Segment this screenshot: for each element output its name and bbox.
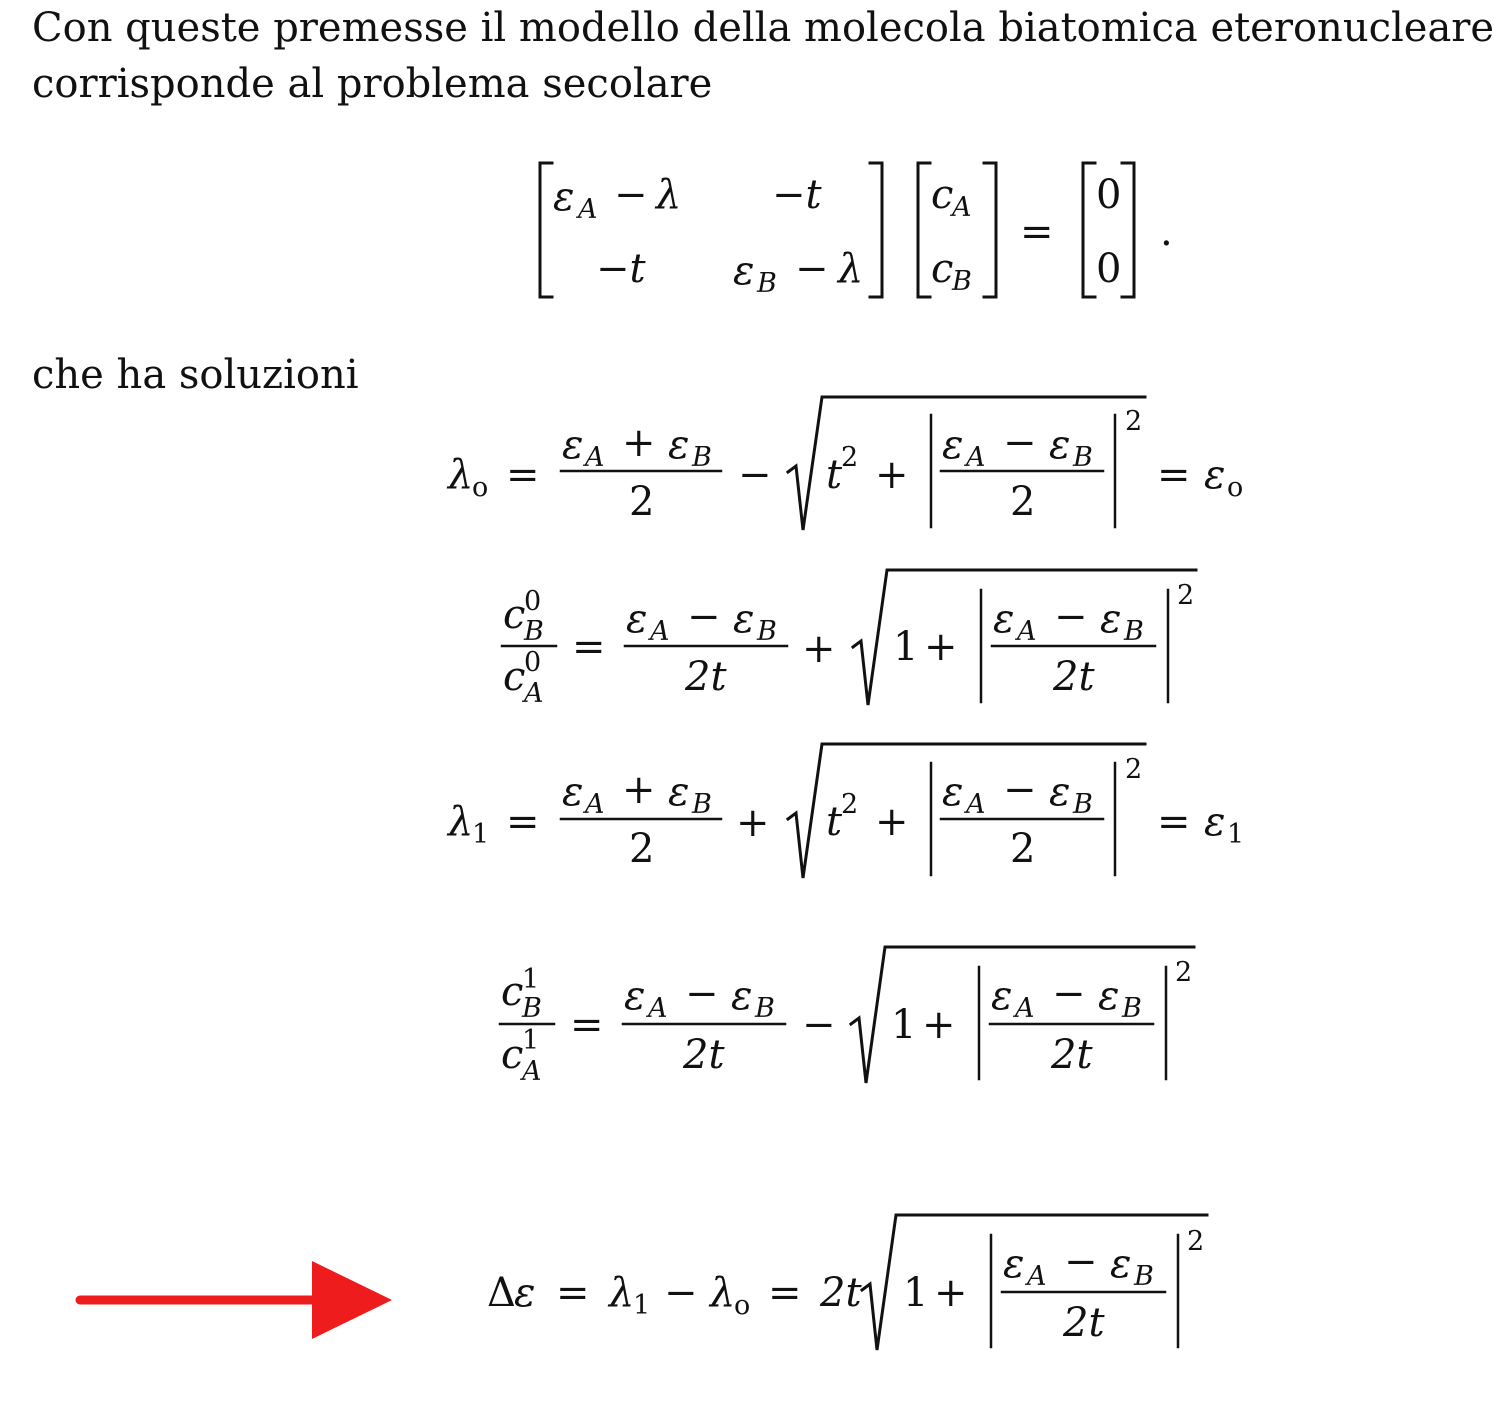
r1-sup-bot: 1 bbox=[522, 1025, 540, 1056]
r1-plus2: + bbox=[922, 1002, 956, 1048]
l1-plus2: + bbox=[875, 799, 909, 845]
r1-num-eps1: ε bbox=[624, 973, 646, 1019]
m22-B: B bbox=[757, 268, 777, 299]
d-Delta: Δ bbox=[487, 1270, 516, 1316]
r1-in-B: B bbox=[1122, 993, 1142, 1024]
l0-lambda: λ bbox=[448, 452, 474, 498]
l0-in-eps2: ε bbox=[1049, 422, 1071, 468]
r0-num-minus: − bbox=[687, 594, 721, 640]
l0-minus: − bbox=[738, 452, 772, 498]
l0-sub: o bbox=[472, 472, 489, 503]
r0-plus2: + bbox=[924, 624, 958, 670]
r1-in-A: A bbox=[1015, 993, 1035, 1024]
vec-cA-A: A bbox=[952, 192, 972, 223]
r1-c-top: c bbox=[501, 969, 524, 1015]
l1-in-A: A bbox=[966, 789, 986, 820]
r0-in-eps1: ε bbox=[993, 596, 1015, 642]
l1-num-plus: + bbox=[622, 767, 656, 813]
l0-num-B: B bbox=[692, 442, 712, 473]
l1-t-exp: 2 bbox=[841, 789, 859, 820]
l0-eps-result: ε bbox=[1204, 452, 1226, 498]
l1-num-eps2: ε bbox=[668, 769, 690, 815]
r0-den: 2t bbox=[685, 654, 727, 700]
r0-num-A: A bbox=[650, 616, 670, 647]
matrix-equals: = bbox=[1020, 209, 1054, 255]
d-in-eps1: ε bbox=[1003, 1241, 1025, 1287]
l0-num-eps2: ε bbox=[668, 422, 690, 468]
d-eq2: = bbox=[768, 1270, 802, 1316]
r1-in-eps1: ε bbox=[991, 973, 1013, 1019]
r1-B: B bbox=[522, 993, 542, 1024]
r1-in-eps2: ε bbox=[1098, 973, 1120, 1019]
l1-eq2: = bbox=[1157, 799, 1191, 845]
l0-plus2: + bbox=[875, 452, 909, 498]
l0-abs-exp: 2 bbox=[1125, 406, 1143, 437]
l1-in-eps2: ε bbox=[1049, 769, 1071, 815]
l1-in-B: B bbox=[1073, 789, 1093, 820]
m11-lambda: λ bbox=[656, 172, 682, 218]
m22-eps: ε bbox=[733, 248, 755, 294]
m11-A: A bbox=[578, 194, 598, 225]
l1-abs-exp: 2 bbox=[1125, 754, 1143, 785]
r1-minus: − bbox=[802, 1002, 836, 1048]
l1-plus: + bbox=[736, 800, 770, 846]
d-in-eps2: ε bbox=[1110, 1241, 1132, 1287]
d-eps: ε bbox=[514, 1270, 536, 1316]
d-lambda0-sub: o bbox=[734, 1290, 751, 1321]
vec-cB-B: B bbox=[952, 266, 972, 297]
d-abs-exp: 2 bbox=[1187, 1226, 1205, 1257]
r1-in-den: 2t bbox=[1051, 1032, 1093, 1078]
r0-B: B bbox=[524, 616, 544, 647]
r1-c-bot: c bbox=[501, 1032, 524, 1078]
r1-one: 1 bbox=[891, 1002, 917, 1048]
r1-A: A bbox=[522, 1056, 542, 1087]
r0-plus: + bbox=[802, 626, 836, 672]
zero-top: 0 bbox=[1096, 172, 1122, 218]
r0-abs-exp: 2 bbox=[1177, 580, 1195, 611]
r0-c-top: c bbox=[503, 592, 526, 638]
m11-minus: − bbox=[614, 172, 648, 218]
l0-eps-sub: o bbox=[1227, 472, 1244, 503]
r1-in-minus: − bbox=[1052, 971, 1086, 1017]
l1-num-B: B bbox=[692, 789, 712, 820]
r1-num-minus: − bbox=[685, 971, 719, 1017]
d-2t: 2t bbox=[820, 1270, 862, 1316]
l1-eq: = bbox=[506, 799, 540, 845]
l0-t-exp: 2 bbox=[841, 442, 859, 473]
l1-lambda: λ bbox=[448, 799, 474, 845]
d-plus: + bbox=[934, 1270, 968, 1316]
zero-bottom: 0 bbox=[1096, 246, 1122, 292]
r0-in-minus: − bbox=[1054, 594, 1088, 640]
l0-num-A: A bbox=[585, 442, 605, 473]
d-in-den: 2t bbox=[1063, 1300, 1105, 1346]
matrix-period: . bbox=[1160, 209, 1173, 255]
d-one: 1 bbox=[903, 1270, 929, 1316]
l0-in-den: 2 bbox=[1010, 479, 1036, 525]
r0-in-A: A bbox=[1017, 616, 1037, 647]
l0-in-eps1: ε bbox=[942, 422, 964, 468]
vec-cA-c: c bbox=[931, 172, 954, 218]
d-lambda1: λ bbox=[609, 1270, 635, 1316]
l1-num-A: A bbox=[585, 789, 605, 820]
d-in-A: A bbox=[1027, 1261, 1047, 1292]
l0-eq: = bbox=[506, 452, 540, 498]
l0-t: t bbox=[826, 452, 843, 498]
m22-minus: − bbox=[795, 246, 829, 292]
r0-c-bot: c bbox=[503, 654, 526, 700]
d-lambda1-sub: 1 bbox=[633, 1290, 651, 1321]
l1-in-den: 2 bbox=[1010, 826, 1036, 872]
solutions-intro-text: che ha soluzioni bbox=[32, 352, 359, 398]
r1-num-eps2: ε bbox=[731, 973, 753, 1019]
r0-sup-top: 0 bbox=[524, 586, 542, 617]
r0-num-eps2: ε bbox=[733, 596, 755, 642]
l0-num-plus: + bbox=[622, 420, 656, 466]
d-eq1: = bbox=[556, 1270, 590, 1316]
r1-abs-exp: 2 bbox=[1175, 957, 1193, 988]
r0-num-eps1: ε bbox=[626, 596, 648, 642]
l1-eps-result: ε bbox=[1204, 799, 1226, 845]
l0-in-A: A bbox=[966, 442, 986, 473]
d-in-B: B bbox=[1134, 1261, 1154, 1292]
r1-eq: = bbox=[570, 1002, 604, 1048]
l0-in-minus: − bbox=[1003, 420, 1037, 466]
l0-den: 2 bbox=[629, 479, 655, 525]
r0-in-den: 2t bbox=[1053, 654, 1095, 700]
r0-in-B: B bbox=[1124, 616, 1144, 647]
vec-cB-c: c bbox=[931, 246, 954, 292]
l1-sub: 1 bbox=[472, 819, 490, 850]
m21: −t bbox=[596, 246, 646, 292]
d-in-minus: − bbox=[1064, 1239, 1098, 1285]
r1-num-B: B bbox=[755, 993, 775, 1024]
r1-den: 2t bbox=[683, 1032, 725, 1078]
m12: −t bbox=[772, 172, 822, 218]
r0-sup-bot: 0 bbox=[524, 647, 542, 678]
d-minus: − bbox=[664, 1270, 698, 1316]
l1-in-eps1: ε bbox=[942, 769, 964, 815]
r0-one: 1 bbox=[893, 624, 919, 670]
m22-lambda: λ bbox=[838, 246, 864, 292]
l0-num-eps1: ε bbox=[562, 422, 584, 468]
d-lambda0: λ bbox=[710, 1270, 736, 1316]
l1-eps-sub: 1 bbox=[1227, 819, 1245, 850]
r1-sup-top: 1 bbox=[522, 964, 540, 995]
r0-A: A bbox=[524, 678, 544, 709]
r0-eq: = bbox=[572, 624, 606, 670]
l1-num-eps1: ε bbox=[562, 769, 584, 815]
m11-eps: ε bbox=[553, 174, 575, 220]
l1-t: t bbox=[826, 799, 843, 845]
l1-den: 2 bbox=[629, 826, 655, 872]
l1-in-minus: − bbox=[1003, 767, 1037, 813]
l0-eq2: = bbox=[1157, 452, 1191, 498]
intro-line-2: corrisponde al problema secolare bbox=[32, 61, 713, 107]
r0-in-eps2: ε bbox=[1100, 596, 1122, 642]
r1-num-A: A bbox=[648, 993, 668, 1024]
l0-in-B: B bbox=[1073, 442, 1093, 473]
r0-num-B: B bbox=[757, 616, 777, 647]
intro-line-1: Con queste premesse il modello della molecola biatomica eteronucleare bbox=[32, 5, 1494, 51]
